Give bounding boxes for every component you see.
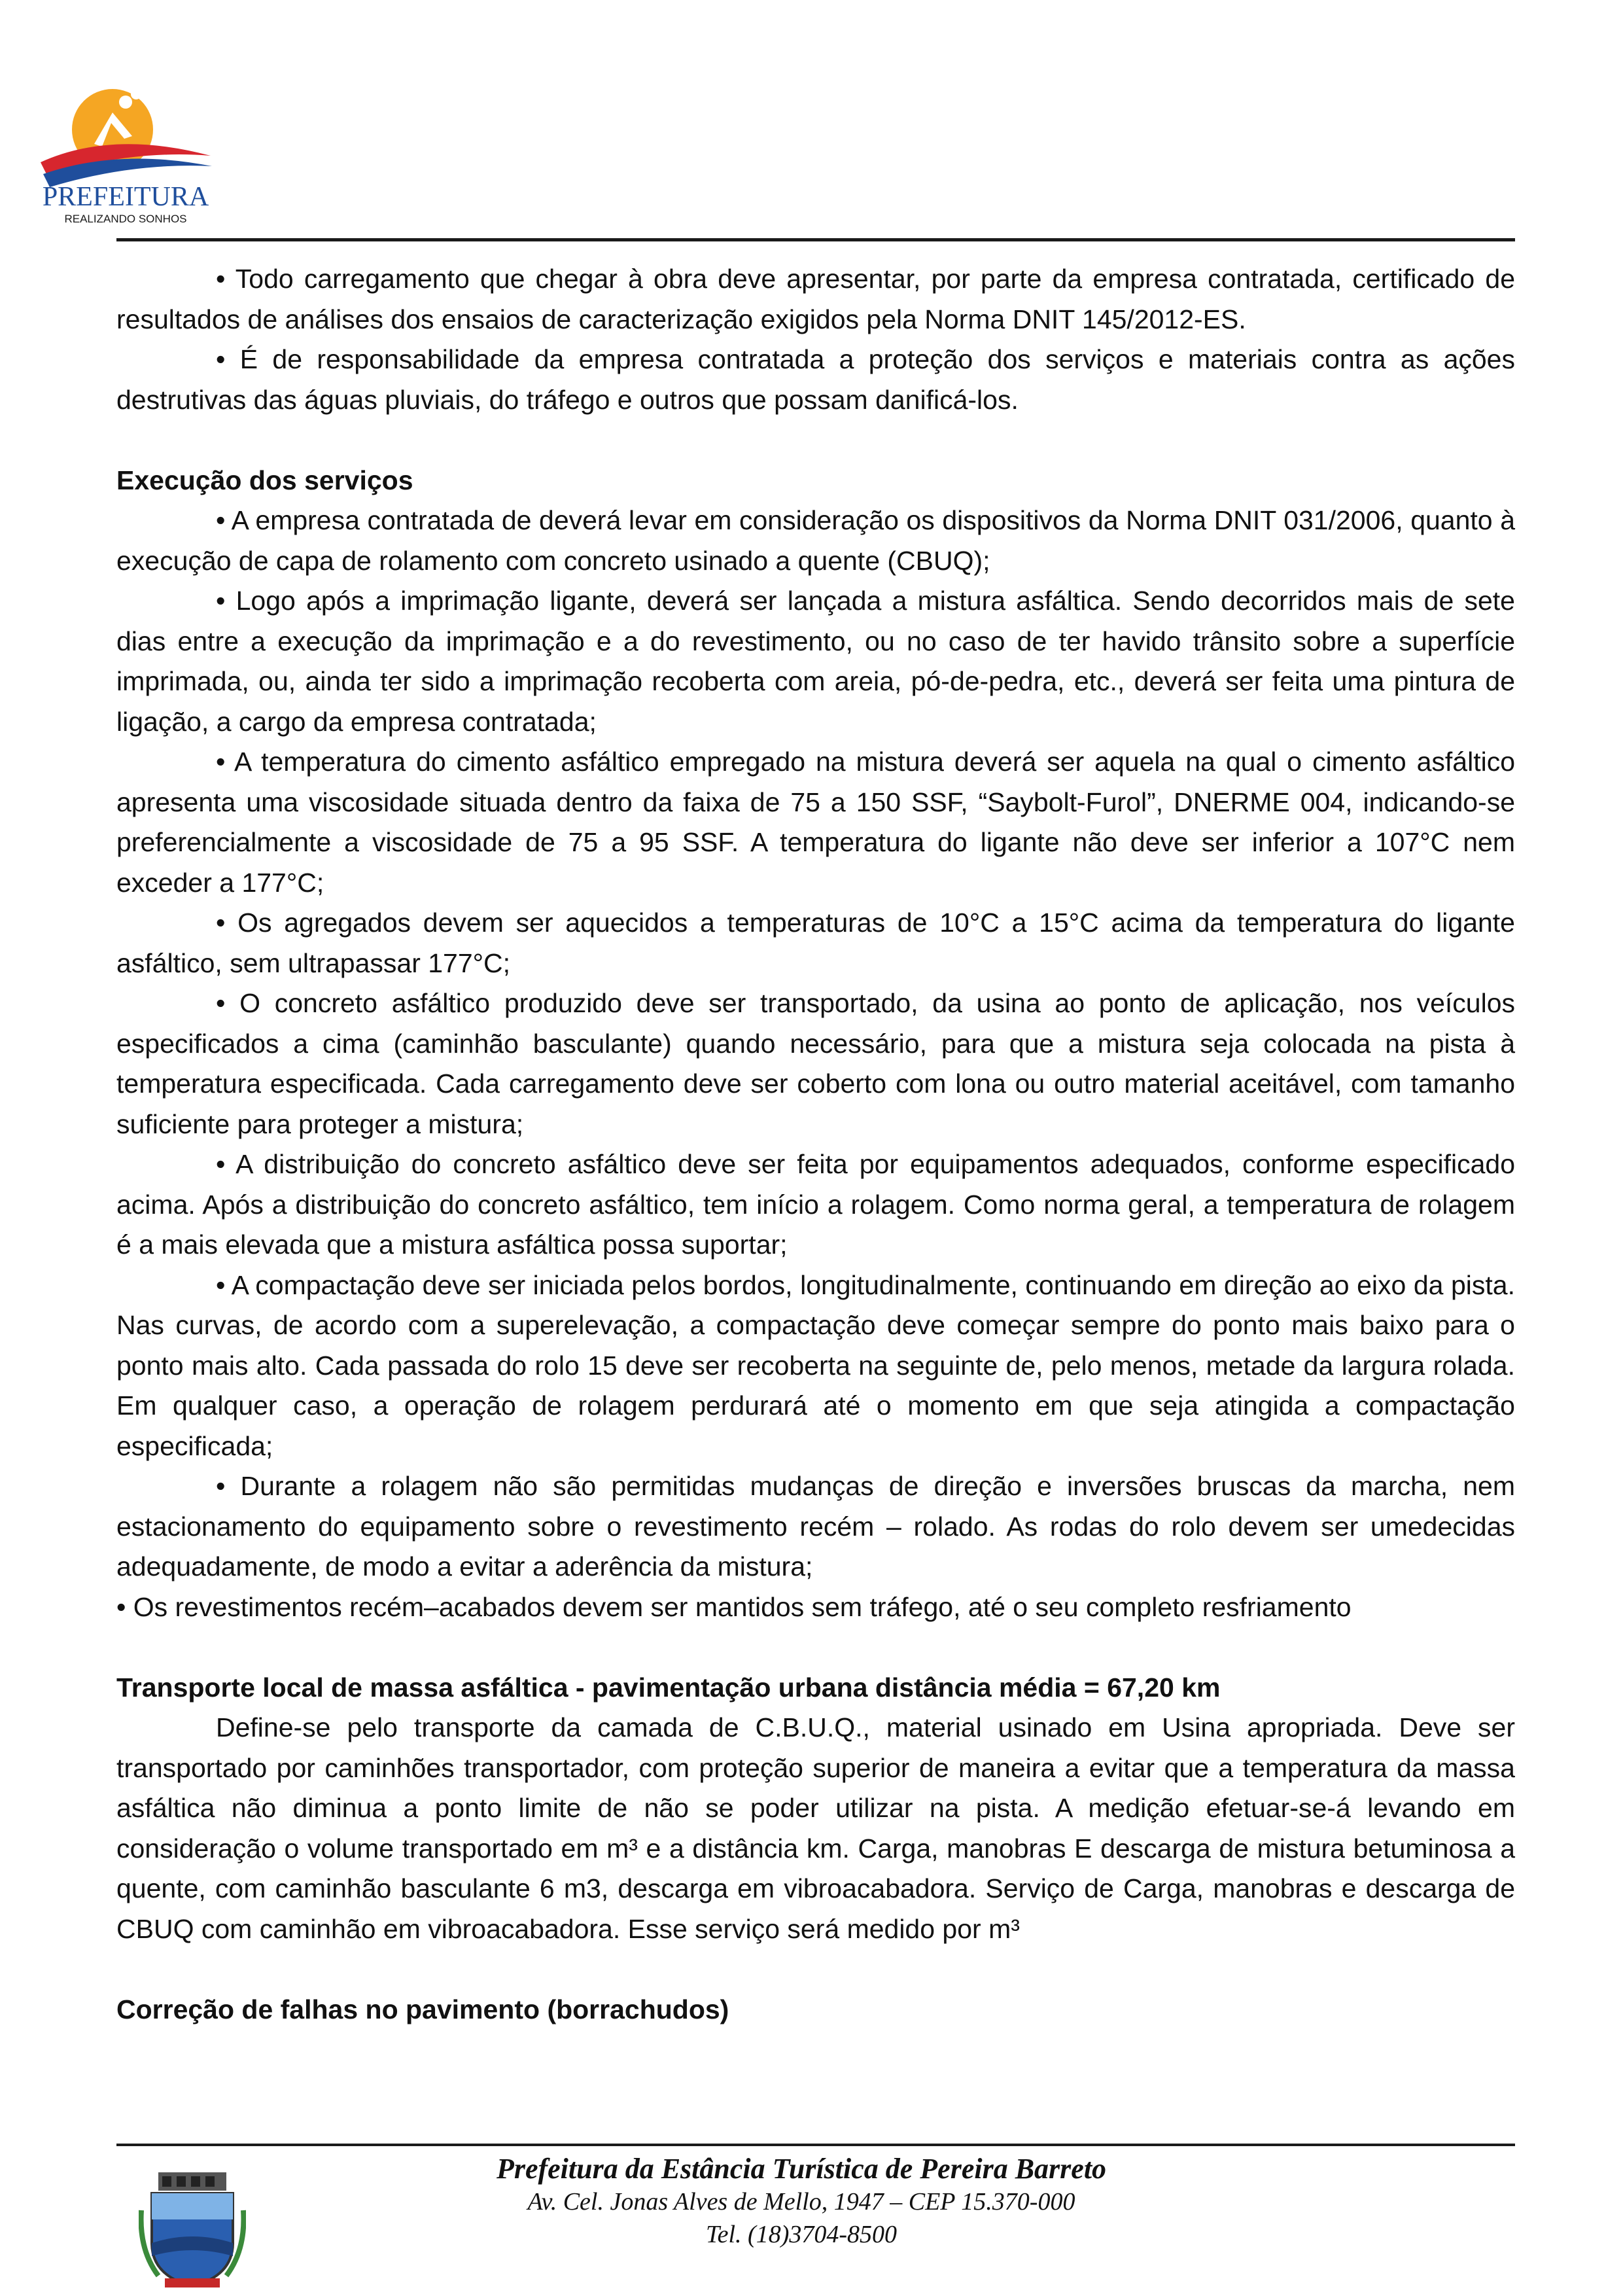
document-body bbox=[116, 259, 1515, 2030]
municipal-crest bbox=[139, 2171, 246, 2290]
paragraph: • Todo carregamento que chegar à obra deve apresentar, por parte da empresa contratada, certificado de resultados de análises dos ensaios de caracterização exigidos pela Norma DNIT 145/2012-ES. bbox=[116, 264, 1515, 334]
footer-phone: Tel. (18)3704-8500 bbox=[705, 2221, 898, 2248]
prefeitura-logo bbox=[34, 84, 217, 228]
footer-contact bbox=[393, 2153, 1210, 2251]
footer-address: Av. Cel. Jonas Alves de Mello, 1947 – CEP 15.370-000 bbox=[527, 2188, 1075, 2216]
list-item: • Os agregados devem ser aquecidos a temperaturas de 10°C a 15°C acima da temperatura do ligante asfáltico, sem ultrapassar 177°C; bbox=[116, 908, 1515, 978]
section-heading-transporte: Transporte local de massa asfáltica - pavimentação urbana distância média = 67,20 km bbox=[116, 1672, 1221, 1703]
list-item: • A empresa contratada de deverá levar em consideração os dispositivos da Norma DNIT 031/2006, quanto à execução de capa de rolamento com concreto usinado a quente (CBUQ); bbox=[116, 505, 1515, 576]
list-item: • Logo após a imprimação ligante, deverá ser lançada a mistura asfáltica. Sendo decorridos mais de sete dias entre a execução da imprimação e a do revestimento, ou no caso de ter havido trânsito sobre a superfície imprimada, ou, ainda ter sido a imprimação recoberta com areia, pó-de-pedra, etc., deverá ser feita uma pintura de ligação, a cargo da empresa contratada; bbox=[116, 586, 1515, 737]
list-item: • Durante a rolagem não são permitidas mudanças de direção e inversões bruscas da marcha, nem estacionamento do equipamento sobre o revestimento recém – rolado. As rodas do rolo devem ser umedecidas adequadamente, de modo a evitar a aderência da mistura; bbox=[116, 1471, 1515, 1581]
list-item: • A temperatura do cimento asfáltico empregado na mistura deverá ser aquela na qual o cimento asfáltico apresenta uma viscosidade situada dentro da faixa de 75 a 150 SSF, “Saybolt-Furol”, DNERME 004, indicando-se preferencialmente a viscosidade de 75 a 95 SSF. A temperatura do ligante não deve ser inferior a 107°C nem exceder a 177°C; bbox=[116, 747, 1515, 898]
list-item: • Os revestimentos recém–acabados devem ser mantidos sem tráfego, até o seu completo resfriamento bbox=[116, 1591, 1352, 1622]
footer-org-name: Prefeitura da Estância Turística de Pereira Barreto bbox=[496, 2153, 1107, 2185]
footer-divider bbox=[116, 2144, 1515, 2146]
section-heading-correcao: Correção de falhas no pavimento (borrachudos) bbox=[116, 1994, 729, 2024]
crest-icon bbox=[139, 2171, 246, 2290]
logo-wordmark: PREFEITURA bbox=[42, 182, 209, 212]
paragraph: • É de responsabilidade da empresa contratada a proteção dos serviços e materiais contra as ações destrutivas das águas pluviais, do tráfego e outros que possam danificá-los. bbox=[116, 344, 1515, 415]
list-item: • O concreto asfáltico produzido deve ser transportado, da usina ao ponto de aplicação, nos veículos especificados a cima (caminhão basculante) quando necessário, para que a mistura seja colocada na pista à temperatura especificada. Cada carregamento deve ser coberto com lona ou outro material aceitável, com tamanho suficiente para proteger a mistura; bbox=[116, 988, 1515, 1139]
section-heading-execucao: Execução dos serviços bbox=[116, 465, 413, 495]
paragraph: Define-se pelo transporte da camada de C.B.U.Q., material usinado em Usina apropriada. Deve ser transportado por caminhões transportador, com proteção superior de maneira a evitar que a temperatura da massa asfáltica não diminua a ponto limite de não se poder utilizar na pista. A medição efetuar-se-á levando em consideração o volume transportado em m³ e a distância km. Carga, manobras E descarga de mistura betuminosa a quente, com caminhão basculante 6 m3, descarga em vibroacabadora. Serviço de Carga, manobras e descarga de CBUQ com caminhão em vibroacabadora. Esse serviço será medido por m³ bbox=[116, 1712, 1515, 1944]
logo-graphic bbox=[34, 84, 217, 228]
list-item: • A compactação deve ser iniciada pelos bordos, longitudinalmente, continuando em direção ao eixo da pista. Nas curvas, de acordo com a superelevação, a compactação deve começar sempre do ponto mais baixo para o ponto mais alto. Cada passada do rolo 15 deve ser recoberta na seguinte de, pelo menos, metade da largura rolada. Em qualquer caso, a operação de rolagem perdurará até o momento em que seja atingida a compactação especificada; bbox=[116, 1269, 1515, 1461]
logo-slogan: REALIZANDO SONHOS bbox=[64, 213, 187, 225]
list-item: • A distribuição do concreto asfáltico deve ser feita por equipamentos adequados, conforme especificado acima. Após a distribuição do concreto asfáltico, tem início a rolagem. Como norma geral, a temperatura de rolagem é a mais elevada que a mistura asfáltica possa suportar; bbox=[116, 1149, 1515, 1260]
header-divider bbox=[116, 238, 1515, 241]
